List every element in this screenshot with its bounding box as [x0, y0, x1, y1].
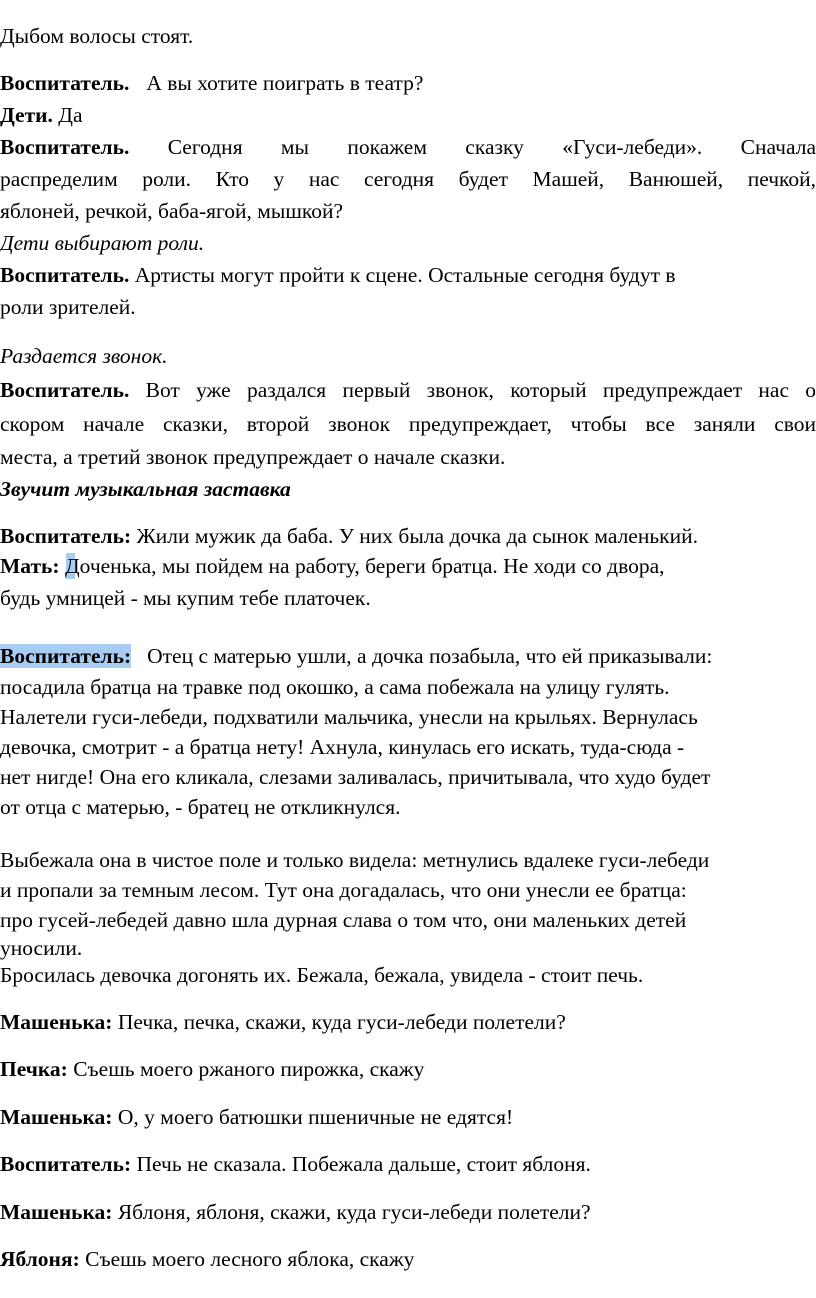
- dialogue-line: Дети. Да: [0, 103, 83, 127]
- text-line: уносили.: [0, 936, 83, 960]
- text-line: будь умницей - мы купим тебе платочек.: [0, 586, 371, 610]
- dialogue-line: Воспитатель. Вот уже раздался первый звонок, который предупреждает нас о: [0, 378, 816, 402]
- speaker: Воспитатель.: [0, 378, 130, 402]
- dialogue-line: Машенька: Печка, печка, скажи, куда гуси-лебеди полетели?: [0, 1010, 566, 1034]
- text-line: Выбежала она в чистое поле и только видела: метнулись вдалеке гуси-лебеди: [0, 848, 710, 872]
- dialogue-line: Мать: Доченька, мы пойдем на работу, береги братца. Не ходи со двора,: [0, 554, 665, 578]
- speaker-selected[interactable]: Воспитатель:: [0, 644, 132, 668]
- dialogue-line: Печка: Съешь моего ржаного пирожка, скажу: [0, 1057, 425, 1081]
- stage-direction: Звучит музыкальная заставка: [0, 477, 291, 501]
- speaker: Мать:: [0, 554, 60, 578]
- text-line: девочка, смотрит - а братца нету! Ахнула, кинулась его искать, туда-сюда -: [0, 735, 685, 759]
- speaker: Машенька:: [0, 1200, 113, 1224]
- text-line: Бросилась девочка догонять их. Бежала, бежала, увидела - стоит печь.: [0, 963, 644, 987]
- text-line: от отца с матерью, - братец не откликнулся.: [0, 795, 401, 819]
- dialogue-line: Воспитатель: Отец с матерью ушли, а дочка позабыла, что ей приказывали:: [0, 644, 713, 668]
- dialogue-line: Яблоня: Съешь моего лесного яблока, скажу: [0, 1247, 415, 1271]
- text-line: яблоней, речкой, баба-ягой, мышкой?: [0, 199, 344, 223]
- text-line: Дыбом волосы стоят.: [0, 24, 194, 48]
- speaker: Воспитатель.: [0, 263, 130, 287]
- speaker: Воспитатель:: [0, 524, 132, 548]
- text-line: распределим роли. Кто у нас сегодня будет Машей, Ванюшей, печкой,: [0, 167, 816, 191]
- speaker: Воспитатель.: [0, 135, 130, 159]
- speaker: Яблоня:: [0, 1247, 80, 1271]
- speaker: Печка:: [0, 1057, 68, 1081]
- text-line: про гусей-лебедей давно шла дурная слава о том что, они маленьких детей: [0, 908, 687, 932]
- dialogue-line: Воспитатель. Артисты могут пройти к сцене. Остальные сегодня будут в: [0, 263, 676, 287]
- dialogue-line: Воспитатель: Жили мужик да баба. У них была дочка да сынок маленький.: [0, 524, 698, 548]
- speaker: Машенька:: [0, 1010, 113, 1034]
- dialogue-line: Воспитатель. Сегодня мы покажем сказку «Гуси-лебеди». Сначала: [0, 135, 816, 159]
- speaker: Машенька:: [0, 1105, 113, 1129]
- text-line: нет нигде! Она его кликала, слезами заливалась, причитывала, что худо будет: [0, 765, 711, 789]
- text-line: места, а третий звонок предупреждает о начале сказки.: [0, 445, 506, 469]
- stage-direction: Раздается звонок.: [0, 344, 168, 368]
- speaker: Дети.: [0, 103, 53, 127]
- dialogue-line: Машенька: Яблоня, яблоня, скажи, куда гуси-лебеди полетели?: [0, 1200, 591, 1224]
- dialogue-line: Машенька: О, у моего батюшки пшеничные не едятся!: [0, 1105, 514, 1129]
- dialogue-line: Воспитатель. А вы хотите поиграть в театр?: [0, 71, 424, 95]
- stage-direction: Дети выбирают роли.: [0, 231, 205, 255]
- text-line: и пропали за темным лесом. Тут она догадалась, что они унесли ее братца:: [0, 878, 687, 902]
- text-line: Налетели гуси-лебеди, подхватили мальчика, унесли на крыльях. Вернулась: [0, 705, 698, 729]
- text-line: скором начале сказки, второй звонок предупреждает, чтобы все заняли свои: [0, 412, 816, 436]
- speaker: Воспитатель:: [0, 1152, 132, 1176]
- dialogue-line: Воспитатель: Печь не сказала. Побежала дальше, стоит яблоня.: [0, 1152, 591, 1176]
- speaker: Воспитатель.: [0, 71, 130, 95]
- text-line: роли зрителей.: [0, 295, 136, 319]
- text-line: посадила братца на травке под окошко, а сама побежала на улицу гулять.: [0, 675, 670, 699]
